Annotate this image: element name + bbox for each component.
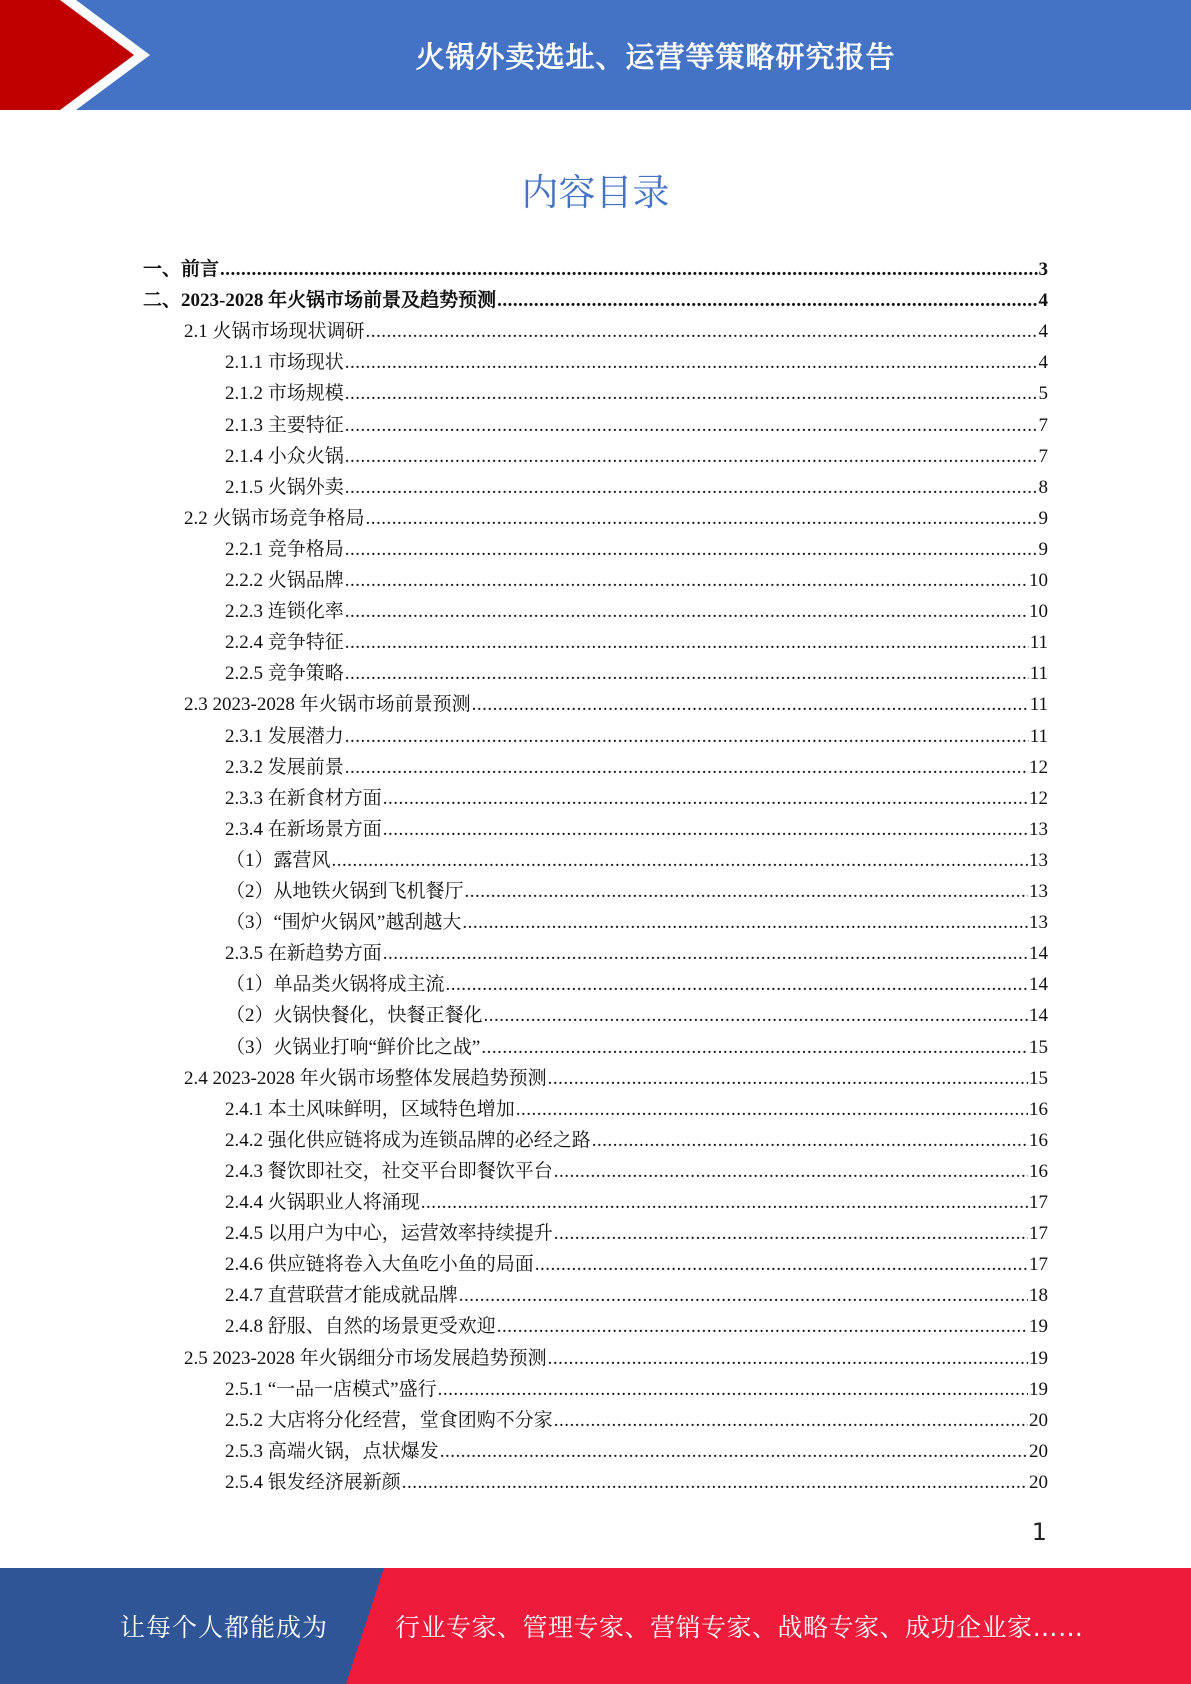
toc-entry-label: 2.1.3 主要特征 <box>225 414 344 436</box>
toc-entry-page: 11 <box>1029 725 1048 747</box>
toc-entry-page: 10 <box>1029 570 1048 591</box>
toc-entry[interactable] <box>225 596 1048 627</box>
toc-entry-page: 5 <box>1038 383 1048 405</box>
toc-entry-label: （3）“围炉火锅风”越刮越大 <box>226 912 462 934</box>
toc-entry-label: （1）单品类火锅将成主流 <box>226 974 445 996</box>
toc-leader-dots <box>554 1218 1028 1249</box>
toc-leader-dots <box>345 565 1028 596</box>
toc-entry[interactable] <box>225 1436 1048 1467</box>
toc-heading: 内容目录 <box>521 171 670 214</box>
toc-entry-page: 16 <box>1029 1098 1048 1120</box>
toc-entry-label: 二、2023-2028 年火锅市场前景及趋势预测 <box>143 290 497 312</box>
toc-entry-label: 2.5.3 高端火锅，点状爆发 <box>225 1440 439 1462</box>
toc-leader-dots <box>220 254 1037 285</box>
toc-entry[interactable] <box>184 503 1048 534</box>
toc-entry[interactable] <box>225 1125 1048 1156</box>
toc-entry-label: （1）露营风 <box>226 849 331 871</box>
toc-entry[interactable] <box>225 410 1048 441</box>
toc-entry-page: 8 <box>1038 476 1048 498</box>
toc-entry[interactable] <box>225 378 1048 409</box>
toc-leader-dots <box>345 534 1038 565</box>
toc-entry[interactable] <box>225 658 1048 689</box>
toc-entry-page: 17 <box>1029 1192 1048 1213</box>
toc-entry-page: 14 <box>1029 974 1048 996</box>
toc-entry-page: 13 <box>1029 818 1048 840</box>
toc-entry[interactable] <box>225 814 1048 845</box>
toc-entry-page: 19 <box>1029 1378 1048 1400</box>
toc-entry[interactable] <box>225 752 1048 783</box>
toc-entry[interactable] <box>225 721 1048 752</box>
toc-entry[interactable] <box>225 627 1048 658</box>
toc-leader-dots <box>554 1405 1028 1436</box>
toc-entry-page: 20 <box>1029 1409 1048 1431</box>
toc-entry[interactable] <box>225 1280 1048 1311</box>
toc-entry-label: 2.4.2 强化供应链将成为连锁品牌的必经之路 <box>225 1129 591 1151</box>
toc-leader-dots <box>497 285 1037 316</box>
toc-entry-page: 7 <box>1038 414 1048 436</box>
toc-leader-dots <box>345 658 1029 689</box>
toc-entry-label: 2.4.5 以用户为中心，运营效率持续提升 <box>225 1223 553 1245</box>
toc-leader-dots <box>465 876 1028 907</box>
toc-entry[interactable] <box>225 534 1048 565</box>
toc-entry-label: 2.4.7 直营联营才能成就品牌 <box>225 1285 458 1307</box>
toc-entry-label: 2.4.8 舒服、自然的场景更受欢迎 <box>225 1316 496 1338</box>
toc-entry-label: 2.5.1 “一品一店模式”盛行 <box>225 1378 437 1400</box>
toc-entry-label: 2.2.5 竞争策略 <box>225 663 344 685</box>
toc-entry[interactable] <box>225 1374 1048 1405</box>
toc-entry[interactable] <box>226 876 1048 907</box>
toc-entry-label: 2.5 2023-2028 年火锅细分市场发展趋势预测 <box>184 1347 547 1369</box>
toc-leader-dots <box>332 845 1028 876</box>
toc-entry-label: （3）火锅业打响“鲜价比之战” <box>226 1036 481 1058</box>
toc-entry-page: 3 <box>1038 259 1048 280</box>
toc-entry-label: 2.2.1 竞争格局 <box>225 538 344 560</box>
toc-entry[interactable] <box>225 1187 1048 1218</box>
toc-leader-dots <box>548 1063 1028 1094</box>
toc-entry-page: 20 <box>1029 1471 1048 1493</box>
toc-entry-page: 9 <box>1038 538 1048 560</box>
toc-leader-dots <box>459 1280 1028 1311</box>
toc-entry[interactable] <box>184 316 1048 347</box>
toc-entry-label: 2.5.4 银发经济展新颜 <box>225 1471 401 1493</box>
toc-entry[interactable] <box>184 689 1048 720</box>
toc-entry-page: 17 <box>1029 1254 1048 1276</box>
toc-entry-label: 2.3.3 在新食材方面 <box>225 787 382 809</box>
toc-entry-label: 2.3.4 在新场景方面 <box>225 818 382 840</box>
toc-entry-label: 2.2.2 火锅品牌 <box>225 570 344 591</box>
toc-entry[interactable] <box>225 1467 1048 1498</box>
toc-entry-label: （2）从地铁火锅到飞机餐厅 <box>226 881 464 902</box>
toc-leader-dots <box>383 938 1028 969</box>
toc-entry-label: 2.2.3 连锁化率 <box>225 601 344 623</box>
toc-leader-dots <box>366 316 1038 347</box>
toc-leader-dots <box>345 752 1028 783</box>
toc-entry-page: 16 <box>1029 1129 1048 1151</box>
toc-entry-label: 2.1.5 火锅外卖 <box>225 476 344 498</box>
toc-entry[interactable] <box>184 1343 1048 1374</box>
toc-entry-page: 10 <box>1029 601 1048 623</box>
toc-entry[interactable] <box>225 1249 1048 1280</box>
toc-entry-page: 7 <box>1038 445 1048 467</box>
toc-leader-dots <box>345 378 1038 409</box>
toc-entry[interactable] <box>225 472 1048 503</box>
toc-leader-dots <box>345 410 1038 441</box>
toc-entry-label: 2.3.1 发展潜力 <box>225 725 344 747</box>
toc-leader-dots <box>421 1187 1028 1218</box>
toc-entry[interactable] <box>226 845 1048 876</box>
toc-leader-dots <box>402 1467 1028 1498</box>
toc-entry[interactable] <box>225 1405 1048 1436</box>
toc-leader-dots <box>440 1436 1028 1467</box>
toc-leader-dots <box>516 1094 1028 1125</box>
toc-entry[interactable] <box>226 907 1048 938</box>
toc-leader-dots <box>548 1343 1028 1374</box>
toc-leader-dots <box>472 689 1029 720</box>
toc-entry-page: 11 <box>1029 663 1048 685</box>
footer-slogan-right: 行业专家、管理专家、营销专家、战略专家、成功企业家…… <box>395 1613 1084 1642</box>
toc-entry-label: 一、前言 <box>143 259 220 280</box>
toc-leader-dots <box>345 472 1038 503</box>
toc-entry-label: 2.3.2 发展前景 <box>225 756 344 778</box>
toc-entry-page: 11 <box>1029 694 1048 716</box>
toc-entry-label: 2.3.5 在新趋势方面 <box>225 943 382 965</box>
toc-entry-page: 9 <box>1038 507 1048 529</box>
toc-leader-dots <box>484 1000 1028 1031</box>
toc-entry-label: 2.2.4 竞争特征 <box>225 632 344 654</box>
toc-entry-page: 12 <box>1029 787 1048 809</box>
toc-entry-label: 2.4 2023-2028 年火锅市场整体发展趋势预测 <box>184 1067 547 1089</box>
toc-entry[interactable] <box>143 254 1048 285</box>
toc-entry[interactable] <box>226 969 1048 1000</box>
toc-entry-page: 14 <box>1029 1005 1048 1027</box>
toc-entry[interactable] <box>184 1063 1048 1094</box>
toc-entry[interactable] <box>226 1032 1048 1063</box>
toc-entry-page: 4 <box>1038 321 1048 343</box>
toc-entry[interactable] <box>225 1218 1048 1249</box>
toc-entry[interactable] <box>225 1311 1048 1342</box>
toc-entry-label: 2.5.2 大店将分化经营，堂食团购不分家 <box>225 1409 553 1431</box>
toc-entry[interactable] <box>225 1156 1048 1187</box>
toc-entry-page: 17 <box>1029 1223 1048 1245</box>
toc-leader-dots <box>535 1249 1028 1280</box>
toc-entry-label: 2.4.6 供应链将卷入大鱼吃小鱼的局面 <box>225 1254 534 1276</box>
toc-entry[interactable] <box>225 565 1048 596</box>
toc-entry[interactable] <box>225 441 1048 472</box>
toc-entry-page: 13 <box>1029 912 1048 934</box>
toc-entry[interactable] <box>225 938 1048 969</box>
toc-entry-label: 2.1.1 市场现状 <box>225 352 344 374</box>
toc-leader-dots <box>383 783 1028 814</box>
toc-entry-label: 2.4.4 火锅职业人将涌现 <box>225 1192 420 1213</box>
toc-entry-page: 4 <box>1038 352 1048 374</box>
toc-entry-label: 2.1.2 市场规模 <box>225 383 344 405</box>
footer-slogan-left: 让每个人都能成为 <box>120 1613 329 1642</box>
toc-entry-page: 15 <box>1029 1036 1048 1058</box>
toc-leader-dots <box>345 347 1038 378</box>
toc-entry-page: 15 <box>1029 1067 1048 1089</box>
toc-entry-page: 12 <box>1029 756 1048 778</box>
toc-entry-label: 2.2 火锅市场竞争格局 <box>184 507 365 529</box>
toc-entry[interactable] <box>225 347 1048 378</box>
toc-entry-page: 18 <box>1029 1285 1048 1307</box>
chevron-arrow-icon <box>0 0 160 110</box>
toc-entry-label: 2.1.4 小众火锅 <box>225 445 344 467</box>
toc-leader-dots <box>383 814 1028 845</box>
toc-entry-page: 19 <box>1029 1347 1048 1369</box>
page-number: 1 <box>1031 1518 1047 1546</box>
toc-leader-dots <box>481 1032 1028 1063</box>
header-band <box>0 0 1191 110</box>
toc-leader-dots <box>366 503 1038 534</box>
toc-entry-page: 4 <box>1038 290 1048 312</box>
toc-entry-label: 2.4.3 餐饮即社交，社交平台即餐饮平台 <box>225 1160 553 1182</box>
toc-entry-label: 2.4.1 本土风味鲜明，区域特色增加 <box>225 1098 515 1120</box>
toc-entry[interactable] <box>225 783 1048 814</box>
toc-entry[interactable] <box>226 1000 1048 1031</box>
toc-entry-page: 16 <box>1029 1160 1048 1182</box>
toc-leader-dots <box>462 907 1028 938</box>
toc-entry-page: 11 <box>1029 632 1048 654</box>
toc-entry-page: 13 <box>1029 881 1048 902</box>
toc-leader-dots <box>592 1125 1028 1156</box>
toc-entry-label: 2.1 火锅市场现状调研 <box>184 321 365 343</box>
toc-leader-dots <box>446 969 1028 1000</box>
toc-leader-dots <box>345 441 1038 472</box>
toc-entry-label: （2）火锅快餐化，快餐正餐化 <box>226 1005 483 1027</box>
toc-entry-page: 14 <box>1029 943 1048 965</box>
toc-entry-label: 2.3 2023-2028 年火锅市场前景预测 <box>184 694 471 716</box>
toc-entry[interactable] <box>225 1094 1048 1125</box>
toc-entry[interactable] <box>143 285 1048 316</box>
toc-leader-dots <box>438 1374 1028 1405</box>
toc-leader-dots <box>554 1156 1028 1187</box>
footer-band <box>0 1568 1191 1684</box>
report-title: 火锅外卖选址、运营等策略研究报告 <box>415 39 896 74</box>
toc-entry-page: 13 <box>1029 849 1048 871</box>
toc-leader-dots <box>345 596 1028 627</box>
toc-leader-dots <box>345 627 1029 658</box>
toc-entry-page: 20 <box>1029 1440 1048 1462</box>
toc-leader-dots <box>497 1311 1028 1342</box>
toc-leader-dots <box>345 721 1029 752</box>
toc-entry-page: 19 <box>1029 1316 1048 1338</box>
